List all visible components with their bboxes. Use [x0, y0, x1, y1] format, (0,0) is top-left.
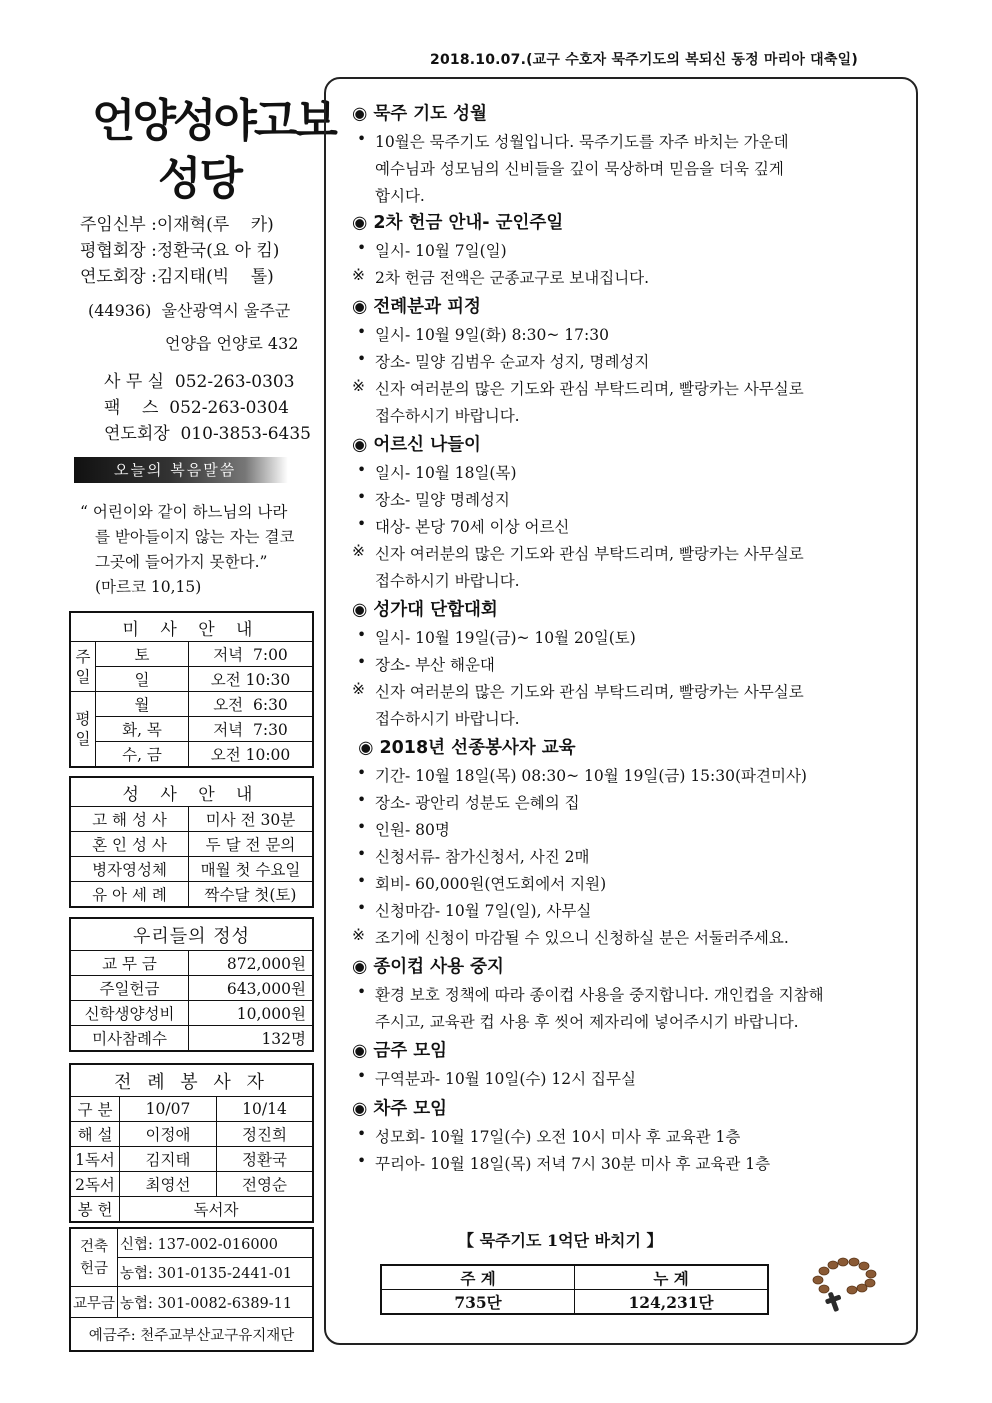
- server-name: 정환국: [217, 1147, 313, 1172]
- rosary-weekly-value: 735단: [381, 1290, 575, 1315]
- notice-item-marker: •: [357, 1152, 367, 1170]
- contact-office: 사 무 실 052-263-0303: [104, 372, 295, 392]
- offering-value: 643,000원: [189, 976, 313, 1001]
- mass-day: 수, 금: [96, 742, 189, 767]
- mass-time: 오전 6:30: [189, 692, 313, 717]
- notice-item-marker: •: [357, 791, 367, 809]
- notice-item-line: 일시- 10월 9일(화) 8:30~ 17:30: [375, 326, 609, 344]
- staff-council-president: 평협회장 :정환국(요 아 킴): [80, 241, 280, 261]
- sacrament-name: 고 해 성 사: [71, 807, 189, 832]
- notice-item-marker: •: [357, 764, 367, 782]
- notice-item-marker: •: [357, 461, 367, 479]
- notice-item-line: 일시- 10월 18일(목): [375, 464, 517, 482]
- notice-item-line: 성모회- 10월 17일(수) 오전 10시 미사 후 교육관 1층: [375, 1128, 741, 1146]
- notice-item-line: 장소- 밀양 명례성지: [375, 491, 510, 509]
- notice-item-line: 일시- 10월 7일(일): [375, 242, 507, 260]
- gospel-citation: (마르코 10,15): [95, 578, 202, 596]
- notice-item-marker: •: [357, 899, 367, 917]
- notice-item-marker: ※: [352, 377, 365, 395]
- notice-item-line: 합시다.: [375, 187, 425, 205]
- mass-day: 일: [96, 667, 189, 692]
- offering-name: 교 무 금: [71, 951, 189, 976]
- server-name: 전영순: [217, 1172, 313, 1197]
- parish-title-line2: 성당: [158, 152, 241, 205]
- notice-title: ◉ 2차 헌금 안내- 군인주일: [352, 213, 564, 233]
- accounts-table: [70, 1228, 313, 1351]
- notice-item-marker: •: [357, 983, 367, 1001]
- building-fund-label: 건축 헌금: [71, 1229, 118, 1287]
- notice-item-line: 신자 여러분의 많은 기도와 관심 부탁드리며, 빨랑카는 사무실로: [375, 545, 804, 563]
- rosary-header-total: 누 계: [575, 1265, 769, 1290]
- server-role: 2독서: [71, 1172, 120, 1197]
- tithe-account: 농협: 301-0082-6389-11: [118, 1287, 313, 1318]
- notice-item-marker: •: [357, 845, 367, 863]
- servers-col-header: 10/14: [217, 1097, 313, 1122]
- notice-item-line: 장소- 광안리 성분도 은혜의 집: [375, 794, 580, 812]
- notice-item-marker: •: [357, 515, 367, 533]
- contact-yeondo: 연도회장 010-3853-6435: [104, 424, 311, 444]
- offertory-label: 봉 헌: [71, 1197, 120, 1222]
- sacraments-heading: 성 사 안 내: [71, 778, 313, 807]
- sacrament-name: 혼 인 성 사: [71, 832, 189, 857]
- notice-item-marker: •: [357, 350, 367, 368]
- notice-title: ◉ 전례분과 피정: [352, 297, 481, 317]
- notice-item-line: 대상- 본당 70세 이상 어르신: [375, 518, 570, 536]
- notice-item-marker: •: [357, 872, 367, 890]
- staff-yeondo-president: 연도회장 :김지태(빅 톨): [80, 267, 274, 287]
- notice-item-line: 구역분과- 10월 10일(수) 12시 집무실: [375, 1070, 636, 1088]
- servers-table: [70, 1064, 313, 1222]
- weekday-label: 평 일: [71, 692, 96, 767]
- server-name: 정진희: [217, 1122, 313, 1147]
- sacrament-info: 미사 전 30분: [189, 807, 313, 832]
- gospel-line: 그곳에 들어가지 못한다.”: [95, 553, 268, 571]
- notice-item-marker: •: [357, 323, 367, 341]
- offertory-value: 독서자: [120, 1197, 313, 1222]
- servers-col-header: 10/07: [120, 1097, 217, 1122]
- notice-item-marker: ※: [352, 542, 365, 560]
- sacraments-table: [70, 777, 313, 907]
- sacrament-info: 두 달 전 문의: [189, 832, 313, 857]
- notice-item-line: 신청서류- 참가신청서, 사진 2매: [375, 848, 590, 866]
- notice-item-marker: •: [357, 1067, 367, 1085]
- notice-title: ◉ 성가대 단합대회: [352, 600, 498, 620]
- notice-item-marker: •: [357, 130, 367, 148]
- notice-item-line: 인원- 80명: [375, 821, 450, 839]
- rosary-image: [804, 1252, 884, 1314]
- notice-title: ◉ 차주 모임: [352, 1099, 448, 1119]
- gospel-heading: 오늘의 복음말씀: [74, 457, 288, 483]
- offerings-heading: 우리들의 정성: [71, 919, 313, 951]
- sacrament-info: 짝수달 첫(토): [189, 882, 313, 907]
- offering-name: 신학생양성비: [71, 1001, 189, 1026]
- mass-day: 토: [96, 642, 189, 667]
- rosary-title: 【 묵주기도 1억단 바치기 】: [458, 1231, 663, 1250]
- notice-title: ◉ 종이컵 사용 중지: [352, 957, 504, 977]
- offering-value: 10,000원: [189, 1001, 313, 1026]
- building-account: 농협: 301-0135-2441-01: [118, 1258, 313, 1287]
- notice-item-marker: •: [357, 653, 367, 671]
- address-line1: (44936) 울산광역시 울주군: [88, 301, 291, 320]
- notice-item-marker: •: [357, 818, 367, 836]
- notice-item-line: 회비- 60,000원(연도회에서 지원): [375, 875, 607, 893]
- notice-item-line: 접수하시기 바랍니다.: [375, 572, 520, 590]
- notice-item-marker: •: [357, 626, 367, 644]
- gospel-line: 를 받아들이지 않는 자는 결코: [95, 528, 295, 546]
- notice-item-line: 환경 보호 정책에 따라 종이컵 사용을 중지합니다. 개인컵을 지참해: [375, 986, 824, 1004]
- notice-item-line: 기간- 10월 18일(목) 08:30~ 10월 19일(금) 15:30(파견미사): [375, 767, 807, 785]
- mass-time: 저녁 7:00: [189, 642, 313, 667]
- mass-time: 오전 10:00: [189, 742, 313, 767]
- server-name: 최영선: [120, 1172, 217, 1197]
- server-role: 1독서: [71, 1147, 120, 1172]
- notice-item-line: 신자 여러분의 많은 기도와 관심 부탁드리며, 빨랑카는 사무실로: [375, 380, 804, 398]
- notice-title: ◉ 금주 모임: [352, 1041, 448, 1061]
- notice-item-marker: ※: [352, 926, 365, 944]
- notice-title: ◉ 묵주 기도 성월: [352, 104, 487, 124]
- servers-col-header: 구 분: [71, 1097, 120, 1122]
- address-line2: 언양읍 언양로 432: [165, 334, 299, 353]
- offering-value: 132명: [189, 1026, 313, 1051]
- offering-name: 주일헌금: [71, 976, 189, 1001]
- offering-value: 872,000원: [189, 951, 313, 976]
- notice-item-line: 장소- 부산 해운대: [375, 656, 495, 674]
- notice-title: ◉ 2018년 선종봉사자 교육: [352, 738, 576, 758]
- notice-item-line: 접수하시기 바랍니다.: [375, 710, 520, 728]
- notice-item-line: 일시- 10월 19일(금)~ 10월 20일(토): [375, 629, 636, 647]
- parish-title-line1: 언양성야고보: [92, 94, 335, 147]
- contact-fax: 팩 스 052-263-0304: [104, 398, 289, 418]
- notice-item-line: 주시고, 교육관 컵 사용 후 씻어 제자리에 넣어주시기 바랍니다.: [375, 1013, 799, 1031]
- sunday-label: 주 일: [71, 642, 96, 692]
- building-account: 신협: 137-002-016000: [118, 1229, 313, 1258]
- staff-pastor: 주임신부 :이재혁(루 카): [80, 215, 274, 235]
- notice-item-line: 꾸리아- 10월 18일(목) 저녁 7시 30분 미사 후 교육관 1층: [375, 1155, 771, 1173]
- sacrament-info: 매월 첫 수요일: [189, 857, 313, 882]
- mass-schedule-table: [70, 612, 313, 767]
- notice-item-line: 장소- 밀양 김범우 순교자 성지, 명례성지: [375, 353, 650, 371]
- rosary-total-value: 124,231단: [575, 1290, 769, 1315]
- notice-title: ◉ 어르신 나들이: [352, 435, 481, 455]
- gospel-line: “ 어린이와 같이 하느님의 나라: [80, 503, 288, 521]
- server-role: 해 설: [71, 1122, 120, 1147]
- sacrament-name: 병자영성체: [71, 857, 189, 882]
- mass-day: 월: [96, 692, 189, 717]
- notice-item-marker: •: [357, 488, 367, 506]
- mass-time: 오전 10:30: [189, 667, 313, 692]
- notice-item-line: 접수하시기 바랍니다.: [375, 407, 520, 425]
- notice-item-line: 조기에 신청이 마감될 수 있으니 신청하실 분은 서둘러주세요.: [375, 929, 789, 947]
- notice-item-line: 예수님과 성모님의 신비들을 깊이 묵상하며 믿음을 더욱 깊게: [375, 160, 784, 178]
- offering-name: 미사참례수: [71, 1026, 189, 1051]
- rosary-table: [380, 1264, 769, 1315]
- sacrament-name: 유 아 세 례: [71, 882, 189, 907]
- offerings-table: [70, 918, 313, 1051]
- notice-item-marker: •: [357, 239, 367, 257]
- notice-item-marker: •: [357, 1125, 367, 1143]
- issue-date-line: 2018.10.07.(교구 수호자 묵주기도의 복되신 동정 마리아 대축일): [430, 52, 858, 68]
- notice-item-line: 신자 여러분의 많은 기도와 관심 부탁드리며, 빨랑카는 사무실로: [375, 683, 804, 701]
- account-holder: 예금주: 천주교부산교구유지재단: [71, 1318, 313, 1351]
- mass-time: 저녁 7:30: [189, 717, 313, 742]
- tithe-label: 교무금: [71, 1287, 118, 1318]
- mass-heading: 미 사 안 내: [71, 613, 313, 642]
- notice-item-line: 10월은 묵주기도 성월입니다. 묵주기도를 자주 바치는 가운데: [375, 133, 789, 151]
- notice-item-line: 2차 헌금 전액은 군종교구로 보내집니다.: [375, 269, 650, 287]
- notice-item-marker: ※: [352, 680, 365, 698]
- server-name: 김지태: [120, 1147, 217, 1172]
- notice-item-marker: ※: [352, 266, 365, 284]
- server-name: 이정애: [120, 1122, 217, 1147]
- servers-heading: 전 례 봉 사 자: [71, 1065, 313, 1097]
- notice-item-line: 신청마감- 10월 7일(일), 사무실: [375, 902, 592, 920]
- rosary-header-weekly: 주 계: [381, 1265, 575, 1290]
- mass-day: 화, 목: [96, 717, 189, 742]
